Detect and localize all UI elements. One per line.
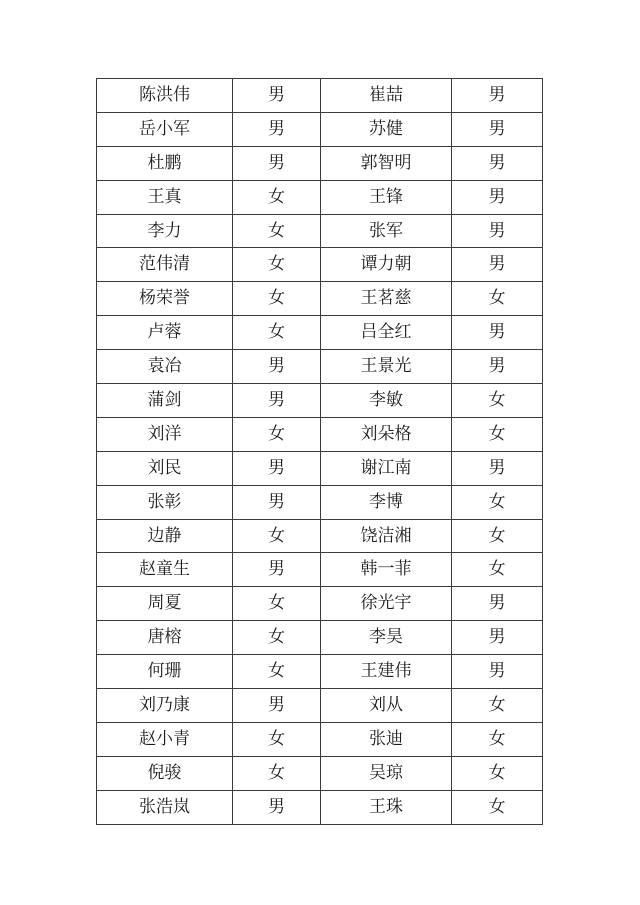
table-row (97, 689, 543, 723)
gender-cell: 女 (233, 214, 321, 248)
name-cell: 张浩岚 (97, 790, 233, 824)
table-row (97, 112, 543, 146)
name-cell: 王茗慈 (321, 282, 452, 316)
gender-cell: 女 (233, 621, 321, 655)
gender-cell: 男 (452, 316, 543, 350)
table-row (97, 756, 543, 790)
gender-cell: 女 (233, 655, 321, 689)
name-cell: 杨荣誉 (97, 282, 233, 316)
gender-cell: 男 (233, 384, 321, 418)
table-row (97, 214, 543, 248)
gender-cell: 男 (233, 79, 321, 113)
gender-cell: 男 (452, 451, 543, 485)
table-row (97, 519, 543, 553)
gender-cell: 男 (233, 146, 321, 180)
name-cell: 王真 (97, 180, 233, 214)
name-cell: 陈洪伟 (97, 79, 233, 113)
gender-cell: 男 (452, 214, 543, 248)
gender-cell: 男 (452, 655, 543, 689)
gender-cell: 男 (233, 689, 321, 723)
name-cell: 李力 (97, 214, 233, 248)
name-cell: 吕全红 (321, 316, 452, 350)
table-row (97, 350, 543, 384)
table-row (97, 790, 543, 824)
name-cell: 郭智明 (321, 146, 452, 180)
table-row (97, 384, 543, 418)
table-row (97, 282, 543, 316)
gender-cell: 男 (452, 79, 543, 113)
gender-cell: 女 (233, 180, 321, 214)
gender-cell: 男 (452, 587, 543, 621)
name-cell: 刘从 (321, 689, 452, 723)
name-cell: 刘乃康 (97, 689, 233, 723)
name-cell: 张军 (321, 214, 452, 248)
table-row (97, 248, 543, 282)
name-cell: 卢蓉 (97, 316, 233, 350)
gender-cell: 女 (452, 790, 543, 824)
gender-cell: 女 (233, 316, 321, 350)
name-cell: 王锋 (321, 180, 452, 214)
gender-cell: 女 (452, 722, 543, 756)
roster-table (96, 78, 543, 825)
gender-cell: 女 (233, 756, 321, 790)
name-cell: 范伟清 (97, 248, 233, 282)
table-row (97, 587, 543, 621)
name-cell: 刘朵格 (321, 417, 452, 451)
gender-cell: 女 (233, 587, 321, 621)
name-cell: 李敏 (321, 384, 452, 418)
name-cell: 何珊 (97, 655, 233, 689)
gender-cell: 女 (233, 722, 321, 756)
name-cell: 袁冶 (97, 350, 233, 384)
gender-cell: 女 (233, 519, 321, 553)
name-cell: 唐榕 (97, 621, 233, 655)
table-row (97, 451, 543, 485)
name-cell: 王景光 (321, 350, 452, 384)
name-cell: 谢江南 (321, 451, 452, 485)
roster-table-body (97, 79, 543, 825)
table-row (97, 485, 543, 519)
gender-cell: 女 (452, 756, 543, 790)
table-row (97, 146, 543, 180)
gender-cell: 女 (452, 282, 543, 316)
table-row (97, 553, 543, 587)
name-cell: 饶洁湘 (321, 519, 452, 553)
name-cell: 张迪 (321, 722, 452, 756)
name-cell: 苏健 (321, 112, 452, 146)
gender-cell: 女 (452, 417, 543, 451)
gender-cell: 女 (452, 553, 543, 587)
gender-cell: 女 (452, 689, 543, 723)
gender-cell: 女 (452, 519, 543, 553)
table-row (97, 722, 543, 756)
gender-cell: 男 (452, 248, 543, 282)
name-cell: 岳小军 (97, 112, 233, 146)
table-row (97, 655, 543, 689)
gender-cell: 男 (452, 350, 543, 384)
table-row (97, 79, 543, 113)
gender-cell: 男 (233, 112, 321, 146)
gender-cell: 女 (233, 248, 321, 282)
name-cell: 杜鹏 (97, 146, 233, 180)
name-cell: 徐光宇 (321, 587, 452, 621)
table-row (97, 316, 543, 350)
gender-cell: 男 (233, 790, 321, 824)
name-cell: 蒲剑 (97, 384, 233, 418)
gender-cell: 女 (233, 417, 321, 451)
gender-cell: 男 (233, 553, 321, 587)
name-cell: 吴琼 (321, 756, 452, 790)
table-row (97, 180, 543, 214)
name-cell: 崔喆 (321, 79, 452, 113)
name-cell: 刘民 (97, 451, 233, 485)
gender-cell: 女 (452, 485, 543, 519)
gender-cell: 男 (233, 451, 321, 485)
name-cell: 刘洋 (97, 417, 233, 451)
name-cell: 张彰 (97, 485, 233, 519)
name-cell: 赵小青 (97, 722, 233, 756)
gender-cell: 男 (452, 621, 543, 655)
gender-cell: 男 (233, 350, 321, 384)
gender-cell: 女 (233, 282, 321, 316)
gender-cell: 男 (452, 180, 543, 214)
table-row (97, 417, 543, 451)
name-cell: 王建伟 (321, 655, 452, 689)
name-cell: 赵童生 (97, 553, 233, 587)
gender-cell: 男 (233, 485, 321, 519)
name-cell: 谭力朝 (321, 248, 452, 282)
gender-cell: 男 (452, 112, 543, 146)
name-cell: 韩一菲 (321, 553, 452, 587)
gender-cell: 男 (452, 146, 543, 180)
name-cell: 王珠 (321, 790, 452, 824)
name-cell: 边静 (97, 519, 233, 553)
table-row (97, 621, 543, 655)
name-cell: 李昊 (321, 621, 452, 655)
name-cell: 李博 (321, 485, 452, 519)
name-cell: 周夏 (97, 587, 233, 621)
gender-cell: 女 (452, 384, 543, 418)
name-cell: 倪骏 (97, 756, 233, 790)
